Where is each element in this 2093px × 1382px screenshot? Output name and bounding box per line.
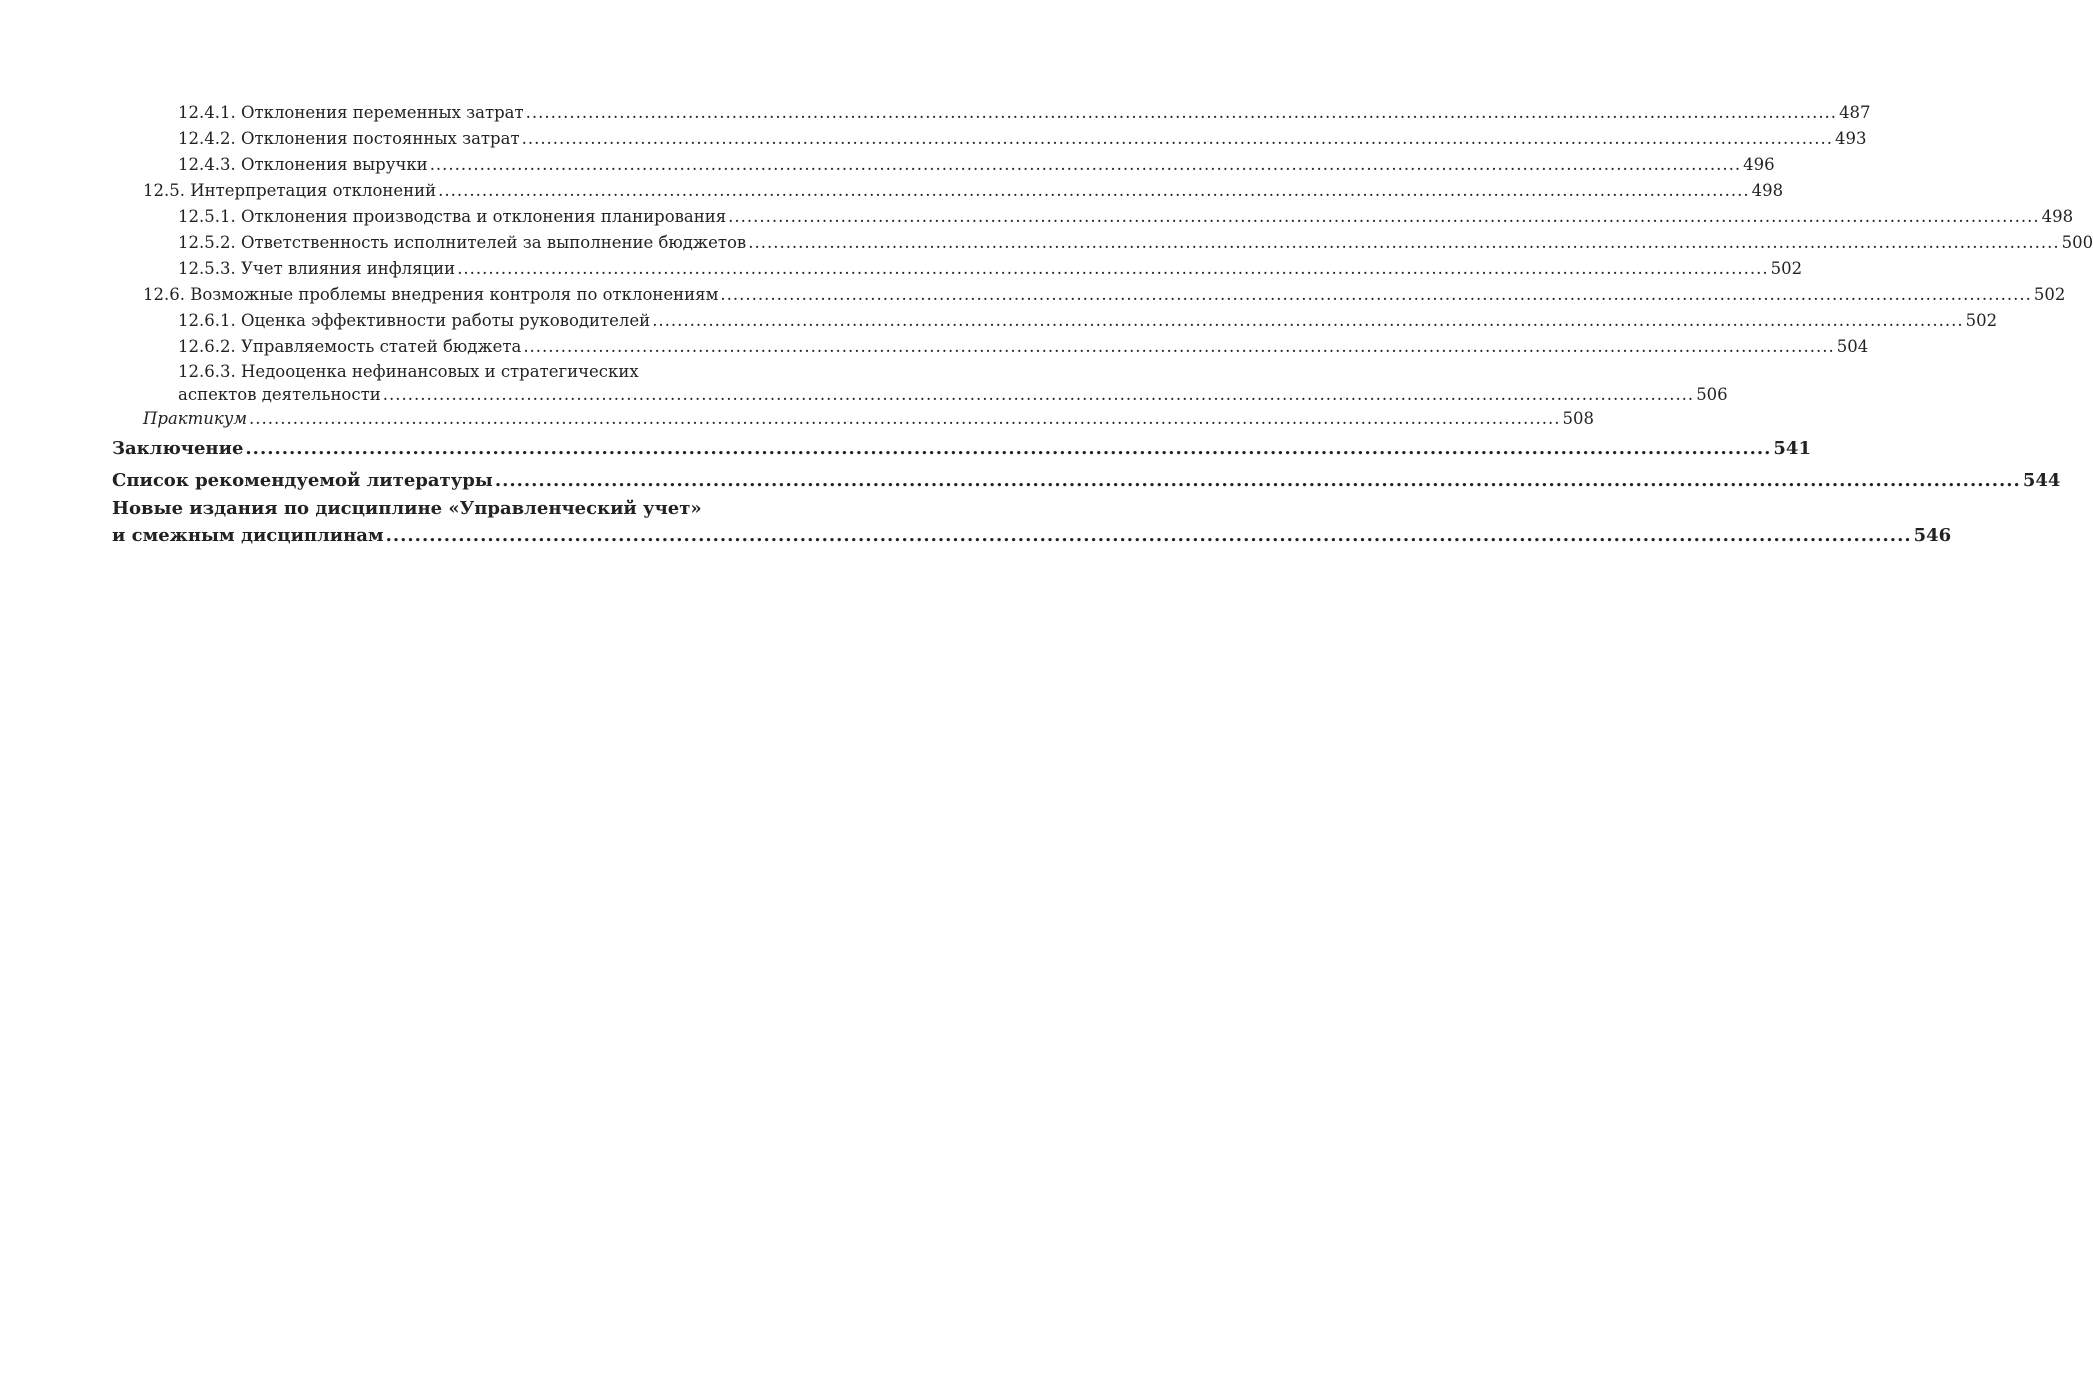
- toc-entry-page: 500: [2061, 233, 2093, 252]
- toc-entry-page: 504: [1836, 337, 1869, 356]
- toc-dot-leader: [438, 178, 1749, 204]
- toc-entry-page: 508: [1562, 409, 1594, 428]
- toc-dot-leader: [720, 282, 2031, 308]
- toc-entry-title: 12.4.2. Отклонения постоянных затрат: [178, 129, 520, 148]
- toc-dot-leader: [383, 384, 1694, 406]
- toc-dot-leader: [245, 433, 1771, 464]
- toc-entry-title: 12.5.1. Отклонения производства и отклонения планирования: [178, 207, 727, 226]
- toc-entry-12-5-1[interactable]: [112, 204, 2074, 230]
- toc-entry-12-6-1[interactable]: [112, 308, 1998, 334]
- toc-dot-leader: [495, 465, 2021, 496]
- toc-entry-12-4-1[interactable]: [112, 100, 1871, 126]
- toc-entry-title: 12.6.1. Оценка эффективности работы руководителей: [178, 311, 651, 330]
- table-of-contents: [112, 100, 2093, 550]
- toc-entry-title: 12.5.3. Учет влияния инфляции: [178, 259, 456, 278]
- toc-entry-page: 544: [2022, 470, 2061, 491]
- toc-dot-leader: [249, 406, 1560, 432]
- toc-entry-conclusion[interactable]: [112, 433, 1811, 464]
- toc-entry-title-line2: аспектов деятельности: [178, 385, 381, 404]
- toc-entry-title: 12.6. Возможные проблемы внедрения контроля по отклонениям: [143, 285, 719, 304]
- toc-entry-12-5[interactable]: [112, 178, 1784, 204]
- toc-entry-page: 546: [1913, 525, 1952, 546]
- toc-entry-title: Практикум: [143, 409, 248, 428]
- toc-entry-title: 12.4.3. Отклонения выручки: [178, 155, 428, 174]
- toc-entry-page: 498: [1751, 181, 1784, 200]
- toc-entry-title: Заключение: [112, 438, 244, 459]
- toc-dot-leader: [386, 522, 1912, 550]
- toc-dot-leader: [430, 152, 1741, 178]
- toc-entry-title-line1: Новые издания по дисциплине «Управленческий учет»: [112, 498, 702, 519]
- toc-entry-title-line2: и смежным дисциплинам: [112, 525, 384, 546]
- toc-entry-title: 12.4.1. Отклонения переменных затрат: [178, 103, 524, 122]
- toc-entry-page: 506: [1696, 385, 1728, 404]
- toc-dot-leader: [522, 126, 1833, 152]
- toc-entry-12-5-3[interactable]: [112, 256, 1803, 282]
- toc-dot-leader: [523, 334, 1834, 360]
- toc-entry-page: 502: [1965, 311, 1998, 330]
- toc-entry-page: 498: [2041, 207, 2074, 226]
- toc-dot-leader: [652, 308, 1963, 334]
- toc-entry-12-5-2[interactable]: [112, 230, 2093, 256]
- toc-entry-title: 12.5.2. Ответственность исполнителей за выполнение бюджетов: [178, 233, 747, 252]
- toc-entry-12-4-2[interactable]: [112, 126, 1867, 152]
- toc-entry-12-4-3[interactable]: [112, 152, 1775, 178]
- toc-dot-leader: [748, 230, 2059, 256]
- toc-entry-new-editions[interactable]: [112, 496, 1952, 550]
- toc-entry-title: Список рекомендуемой литературы: [112, 470, 493, 491]
- toc-entry-practicum[interactable]: [112, 406, 1594, 432]
- toc-entry-12-6-2[interactable]: [112, 334, 1869, 360]
- toc-entry-page: 502: [2033, 285, 2066, 304]
- toc-dot-leader: [457, 256, 1768, 282]
- toc-entry-literature[interactable]: [112, 465, 2061, 496]
- toc-entry-page: 541: [1773, 438, 1811, 459]
- toc-entry-title: 12.6.2. Управляемость статей бюджета: [178, 337, 522, 356]
- toc-entry-page: 487: [1839, 103, 1871, 122]
- toc-entry-12-6[interactable]: [112, 282, 2066, 308]
- toc-entry-12-6-3[interactable]: [112, 360, 1728, 406]
- toc-entry-page: 493: [1835, 129, 1867, 148]
- toc-entry-title: 12.5. Интерпретация отклонений: [143, 181, 437, 200]
- toc-entry-page: 496: [1743, 155, 1775, 174]
- toc-entry-page: 502: [1770, 259, 1803, 278]
- toc-entry-title-line1: 12.6.3. Недооценка нефинансовых и стратегических: [178, 362, 639, 381]
- toc-dot-leader: [728, 204, 2039, 230]
- toc-dot-leader: [526, 100, 1837, 126]
